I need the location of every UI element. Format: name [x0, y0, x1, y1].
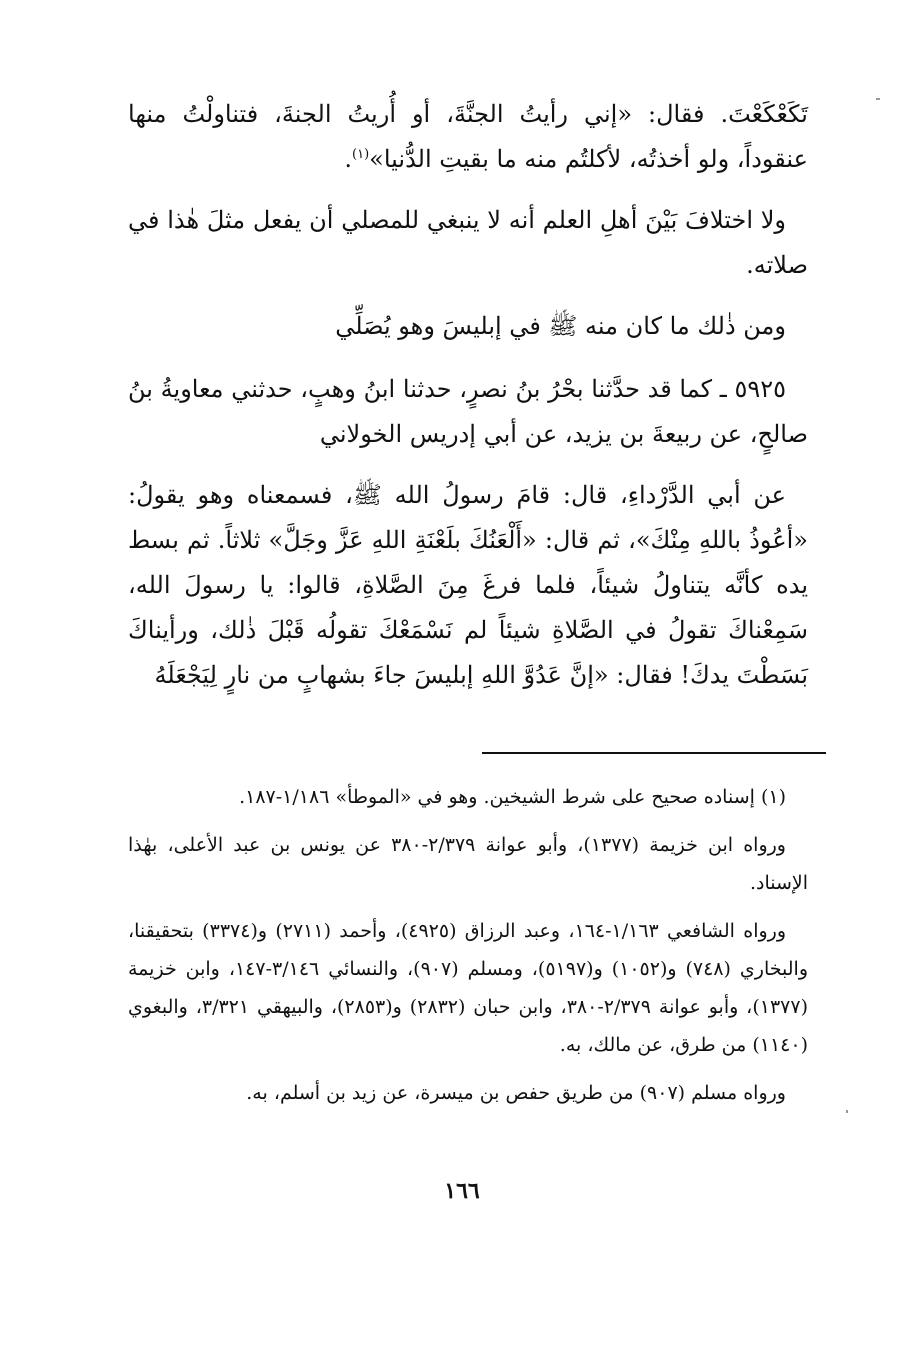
section-heading: ومن ذٰلك ما كان منه ﷺ في إبليسَ وهو يُصَلِّي	[335, 312, 786, 340]
paragraph-3: ٥٩٢٥ ـ كما قد حدَّثنا بحْرُ بنُ نصرٍ، حدثنا ابنُ وهبٍ، حدثني معاويةُ بنُ صالحٍ، عن ربيعةَ بن يزيد، عن أبي إدريس الخولاني	[128, 375, 808, 448]
footnotes	[128, 778, 808, 1122]
paragraph-4: عن أبي الدَّرْداءِ، قال: قامَ رسولُ الله ﷺ، فسمعناه وهو يقولُ: «أعُوذُ باللهِ مِنْكَ»، ثم قال: «أَلْعَنُكَ بلَعْنَةِ اللهِ عَزَّ وجَلَّ» ثلاثاً. ثم بسط يده كأنَّه يتناولُ شيئاً، فلما فرغَ مِنَ الصَّلاةِ، قالوا: يا رسولَ الله، سَمِعْناكَ تقولُ في الصَّلاةِ شيئاً لم نَسْمَعْكَ تقولُه قَبْلَ ذٰلك، ورأيناكَ بَسَطْتَ يدكَ! فقال: «إنَّ عَدُوَّ اللهِ إبليسَ جاءَ بشهابٍ من نارٍ لِيَجْعَلَهُ	[128, 481, 808, 689]
footnote-4: ورواه مسلم (٩٠٧) من طريق حفص بن ميسرة، عن زيد بن أسلم، به.	[246, 1082, 786, 1104]
paragraph-1	[128, 92, 808, 182]
scan-speck	[876, 98, 880, 100]
footnote-2: ورواه ابن خزيمة (١٣٧٧)، وأبو عوانة ٢/٣٧٩-٣٨٠ عن يونس بن عبد الأعلى، بهٰذا الإسناد.	[128, 834, 808, 894]
scan-speck	[846, 1110, 848, 1113]
paragraph-1-end: .	[344, 145, 353, 173]
main-text	[128, 92, 808, 714]
footnote-ref: (١)	[352, 147, 370, 162]
paragraph-1-text: تَكَعْكَعْتَ. فقال: «إني رأيتُ الجنَّةَ، أو أُريتُ الجنةَ، فتناولْتُ منها عنقوداً، ولو أخذتُه، لأكلتُم منه ما بقيتِ الدُّنيا»	[128, 100, 808, 173]
paragraph-2: ولا اختلافَ بَيْنَ أهلِ العلم أنه لا ينبغي للمصلي أن يفعل مثلَ هٰذا في صلاته.	[128, 206, 808, 279]
footnote-3: ورواه الشافعي ١/١٦٣-١٦٤، وعبد الرزاق (٤٩٢٥)، وأحمد (٢٧١١) و(٣٣٧٤) بتحقيقنا، والبخاري (٧٤٨) و(١٠٥٢) و(٥١٩٧)، ومسلم (٩٠٧)، والنسائي ٣/١٤٦-١٤٧، وابن خزيمة (١٣٧٧)، وأبو عوانة ٢/٣٧٩-٣٨٠، وابن حبان (٢٨٣٢) و(٢٨٥٣)، والبيهقي ٣/٣٢١، والبغوي (١١٤٠) من طرق، عن مالك، به.	[128, 920, 809, 1056]
page-number: ١٦٦	[444, 1178, 480, 1204]
footnote-1: (١) إسناده صحيح على شرط الشيخين. وهو في «الموطأ» ١/١٨٦-١٨٧.	[239, 786, 786, 808]
footnote-divider	[482, 752, 826, 754]
